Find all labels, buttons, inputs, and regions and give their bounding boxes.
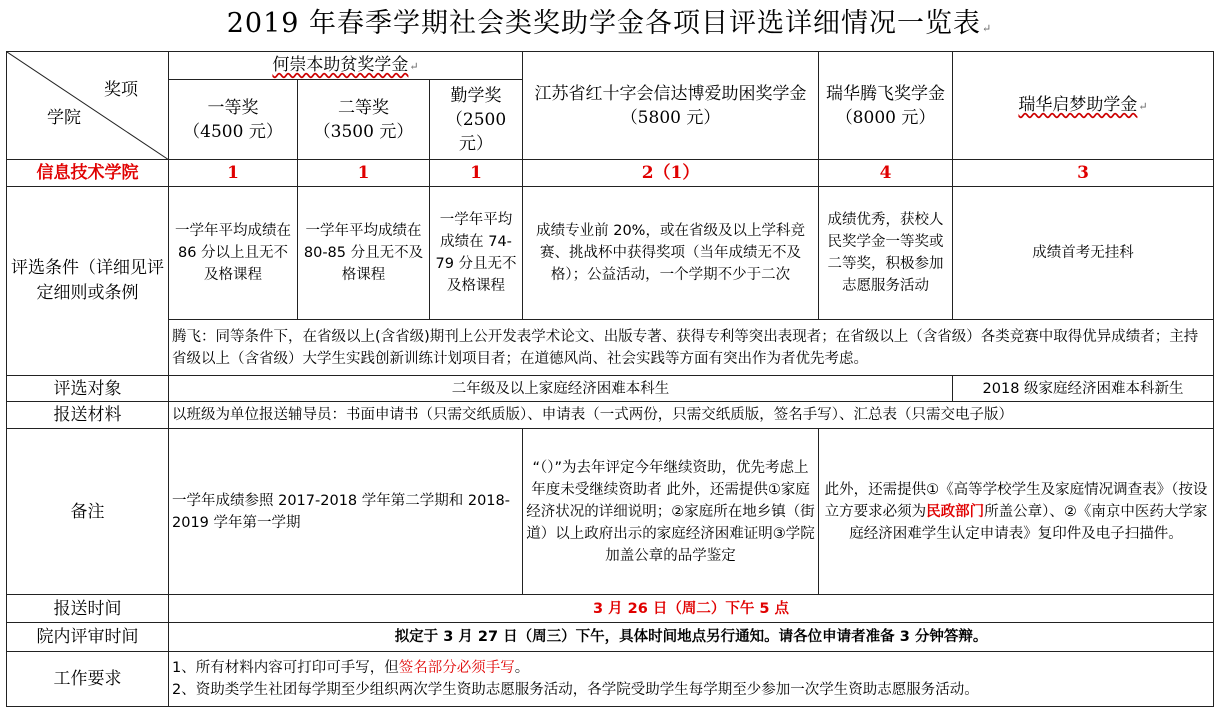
tengfei-note-row [7, 320, 1214, 376]
deadline-label: 报送时间 [7, 595, 169, 623]
review-text: 拟定于 3 月 27 日（周三）下午，具体时间地点另行通知。请各位申请者准备 3 分钟答辩。 [169, 623, 1214, 652]
paragraph-mark-icon: ↵ [982, 22, 993, 35]
work-label: 工作要求 [7, 652, 169, 707]
work-line-2: 2、资助类学生社团每学期至少组织两次学生资助志愿服务活动，各学院受助学生每学期至少参加一次学生资助志愿服务活动。 [172, 682, 979, 698]
work-line-1: 1、所有材料内容可打印可手写，但签名部分必须手写。 [172, 660, 530, 676]
criteria-tengfei: 成绩优秀，获校人民奖学金一等奖或二等奖，积极参加志愿服务活动 [819, 187, 953, 320]
notes-label: 备注 [7, 429, 169, 595]
criteria-row [7, 187, 1214, 320]
materials-text: 以班级为单位报送辅导员：书面申请书（只需交纸质版）、申请表（一式两份，只需交纸质版，签名手写）、汇总表（只需交电子版） [169, 402, 1214, 429]
count-qimeng: 3 [953, 160, 1214, 187]
criteria-label: 评选条件（详细见评定细则或条例 [7, 187, 169, 376]
target-label: 评选对象 [7, 376, 169, 402]
award-axis-label: 奖项 [104, 80, 138, 100]
count-first: 1 [169, 160, 298, 187]
first-prize-header: 一等奖 （4500 元） [169, 80, 298, 160]
work-text [169, 652, 1214, 707]
deadline-row [7, 595, 1214, 623]
target-qimeng: 2018 级家庭经济困难本科新生 [953, 376, 1214, 402]
target-row [7, 376, 1214, 402]
count-redcross: 2（1） [523, 160, 819, 187]
materials-row [7, 402, 1214, 429]
materials-label: 报送材料 [7, 402, 169, 429]
criteria-second: 一学年平均成绩在 80-85 分且无不及格课程 [298, 187, 430, 320]
count-second: 1 [298, 160, 430, 187]
header-row-1 [7, 52, 1214, 80]
tengfei-header: 瑞华腾飞奖学金 （8000 元） [819, 52, 953, 160]
page-title: 2019 年春季学期社会类奖助学金各项目评选详细情况一览表↵ [226, 8, 993, 39]
criteria-redcross: 成绩专业前 20%，或在省级及以上学科竞赛、挑战杯中获得奖项（当年成绩无不及格）；公益活动，一个学期不少于二次 [523, 187, 819, 320]
count-diligence: 1 [430, 160, 523, 187]
review-row [7, 623, 1214, 652]
work-line-1-highlight: 签名部分必须手写 [398, 660, 515, 676]
notes-ruihua: 此外，还需提供①《高等学校学生及家庭情况调查表》（按设立方要求必须为民政部门所盖公章）、②《南京中医药大学家庭经济困难学生认定申请表》复印件及电子扫描件。 [819, 429, 1214, 595]
notes-hechongben: 一学年成绩参照 2017-2018 学年第二学期和 2018-2019 学年第一学期 [169, 429, 523, 595]
redcross-header: 江苏省红十字会信达博爱助困奖学金 （5800 元） [523, 52, 819, 160]
review-label: 院内评审时间 [7, 623, 169, 652]
college-name: 信息技术学院 [7, 160, 169, 187]
diagonal-line [7, 52, 169, 160]
college-row [7, 160, 1214, 187]
notes-redcross: “（）”为去年评定今年继续资助，优先考虑上年度未受继续资助者 此外，还需提供①家庭经济状况的详细说明；②家庭所在地乡镇（街道）以上政府出示的家庭经济困难证明③学院加盖公章的品学鉴定 [523, 429, 819, 595]
criteria-diligence: 一学年平均成绩在 74-79 分且无不及格课程 [430, 187, 523, 320]
tengfei-note: 腾飞：同等条件下，在省级以上(含省级)期刊上公开发表学术论文、出版专著、获得专利等突出表现者；在省级以上（含省级）各类竞赛中取得优异成绩者；主持省级以上（含省级）大学生实践创新训练计划项目者；在道德风尚、社会实践等方面有突出作为者优先考虑。 [169, 320, 1214, 376]
college-axis-label: 学院 [47, 108, 81, 128]
header-corner-cell [7, 52, 169, 160]
deadline-text: 3 月 26 日（周二）下午 5 点 [169, 595, 1214, 623]
hechongben-header: 何崇本助贫奖学金↵ [169, 52, 523, 80]
work-row [7, 652, 1214, 707]
notes-highlight: 民政部门 [926, 503, 985, 520]
notes-row [7, 429, 1214, 595]
second-prize-header: 二等奖 （3500 元） [298, 80, 430, 160]
criteria-qimeng: 成绩首考无挂科 [953, 187, 1214, 320]
diligence-header: 勤学奖（2500 元） [430, 80, 523, 160]
scholarship-table [6, 51, 1214, 707]
count-tengfei: 4 [819, 160, 953, 187]
qimeng-header: 瑞华启梦助学金↵ [953, 52, 1214, 160]
criteria-first: 一学年平均成绩在 86 分以上且无不及格课程 [169, 187, 298, 320]
target-main: 二年级及以上家庭经济困难本科生 [169, 376, 953, 402]
